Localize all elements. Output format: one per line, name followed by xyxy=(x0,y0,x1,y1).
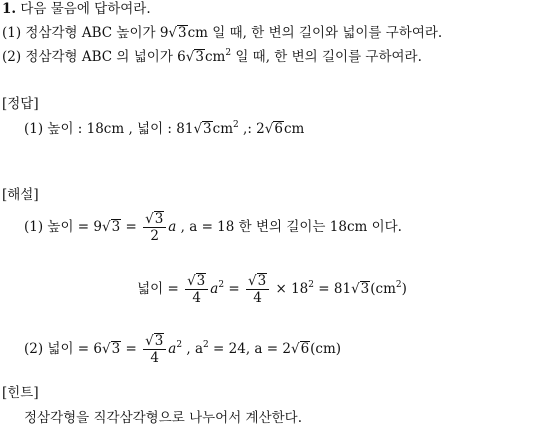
answer-exponent: 2 xyxy=(233,120,239,130)
answer-header: [정답] xyxy=(2,96,39,112)
sqrt-symbol: √3 xyxy=(187,273,206,289)
solution-header: [해설] xyxy=(2,187,39,203)
sol2-unit-exponent: 2 xyxy=(395,280,402,290)
sol1-frac-radicand: 3 xyxy=(154,211,164,227)
sol2-radicand: 3 xyxy=(360,281,370,297)
sol2-variable: a xyxy=(210,281,219,297)
q2-exponent: 2 xyxy=(225,48,232,58)
q2-radicand: 3 xyxy=(195,49,204,65)
hint-text: 정삼각형을 직각삼각형으로 나누어서 계산한다. xyxy=(24,410,302,426)
sqrt-symbol: √3 xyxy=(247,273,267,289)
answer-part-3: cm xyxy=(283,121,305,137)
sol3-middle: , a xyxy=(182,341,204,357)
sol2-part-1: 넓이 = xyxy=(137,281,184,297)
solution-line-3 xyxy=(24,326,341,372)
sol1-radicand: 3 xyxy=(111,219,121,235)
sol2-unit-open: (cm xyxy=(370,281,396,297)
sol3-part-2: = 24, a = 2 xyxy=(208,341,291,357)
answer-part-1: (1) 높이 : 18cm , 넓이 : 81 xyxy=(24,121,194,137)
sol2-middle: × 18 xyxy=(271,281,309,297)
sol2-variable-exponent: 2 xyxy=(218,280,225,290)
sol2-frac2-denominator: 4 xyxy=(253,290,262,306)
sqrt-symbol: √3 xyxy=(101,341,121,357)
answer-radicand-2: 6 xyxy=(274,121,283,137)
sqrt-symbol: √3 xyxy=(168,25,187,41)
sol1-fraction xyxy=(143,211,166,244)
sol3-frac-radicand: 3 xyxy=(154,333,164,349)
sol2-fraction-2 xyxy=(246,273,269,306)
answer-unit: cm xyxy=(212,121,234,137)
sol1-equals: = xyxy=(121,219,142,235)
sol3-fraction xyxy=(143,333,166,366)
solution-line-2 xyxy=(0,266,544,312)
q1-radicand: 3 xyxy=(178,25,187,41)
q1-tail: cm 일 때, 한 변의 길이와 넓이를 구하여라. xyxy=(187,25,443,41)
hint-header: [힌트] xyxy=(2,385,39,401)
sol3-part-1: (2) 넓이 = 6 xyxy=(24,341,102,357)
sqrt-symbol: √3 xyxy=(101,219,121,235)
sol1-tail: , a = 18 한 변의 길이는 18cm 이다. xyxy=(176,219,402,235)
sol3-tail: (cm) xyxy=(310,341,342,357)
q1-lead: (1) 정삼각형 ABC 높이가 9 xyxy=(2,25,169,41)
answer-part-2: ,: 2 xyxy=(238,121,265,137)
question-2 xyxy=(2,48,422,66)
q2-tail: 일 때, 한 변의 길이를 구하여라. xyxy=(231,49,422,65)
sol2-frac1-denominator: 4 xyxy=(192,290,201,306)
sqrt-symbol: √3 xyxy=(351,281,370,297)
answer-radicand-1: 3 xyxy=(203,121,212,137)
sqrt-symbol: √3 xyxy=(145,333,164,349)
problem-heading xyxy=(2,0,151,18)
sol3-frac-denominator: 4 xyxy=(150,350,159,366)
sol2-fraction-1 xyxy=(185,273,208,306)
sol2-middle-exponent: 2 xyxy=(308,280,314,290)
sol2-frac2-radicand: 3 xyxy=(257,273,267,289)
sol1-frac-denominator: 2 xyxy=(150,228,159,244)
q2-unit: cm xyxy=(204,49,226,65)
sol2-frac1-radicand: 3 xyxy=(196,273,206,289)
q2-lead: (2) 정삼각형 ABC 의 넓이가 6 xyxy=(2,49,186,65)
sol3-radicand-2: 6 xyxy=(300,341,310,357)
solution-line-1 xyxy=(24,204,402,250)
sqrt-symbol: √6 xyxy=(264,121,283,137)
sol3-radicand-1: 3 xyxy=(111,341,121,357)
answer-line xyxy=(24,120,304,138)
sqrt-symbol: √6 xyxy=(290,341,310,357)
problem-number: 1. xyxy=(2,1,17,17)
sol3-equals: = xyxy=(121,341,142,357)
sol3-variable: a xyxy=(168,341,177,357)
sqrt-symbol: √3 xyxy=(193,121,212,137)
sol2-equals-2: = 81 xyxy=(313,281,352,297)
sol2-unit-close: ) xyxy=(401,281,407,297)
sol2-equals: = xyxy=(224,281,244,297)
sol1-part-1: (1) 높이 = 9 xyxy=(24,219,102,235)
sqrt-symbol: √3 xyxy=(185,49,204,65)
sol3-variable-exponent: 2 xyxy=(176,340,183,350)
problem-instruction: 다음 물음에 답하여라. xyxy=(20,1,151,17)
question-1 xyxy=(2,24,442,42)
sol1-variable: a xyxy=(168,219,177,235)
sqrt-symbol: √3 xyxy=(145,211,164,227)
sol3-middle-exponent: 2 xyxy=(203,340,209,350)
